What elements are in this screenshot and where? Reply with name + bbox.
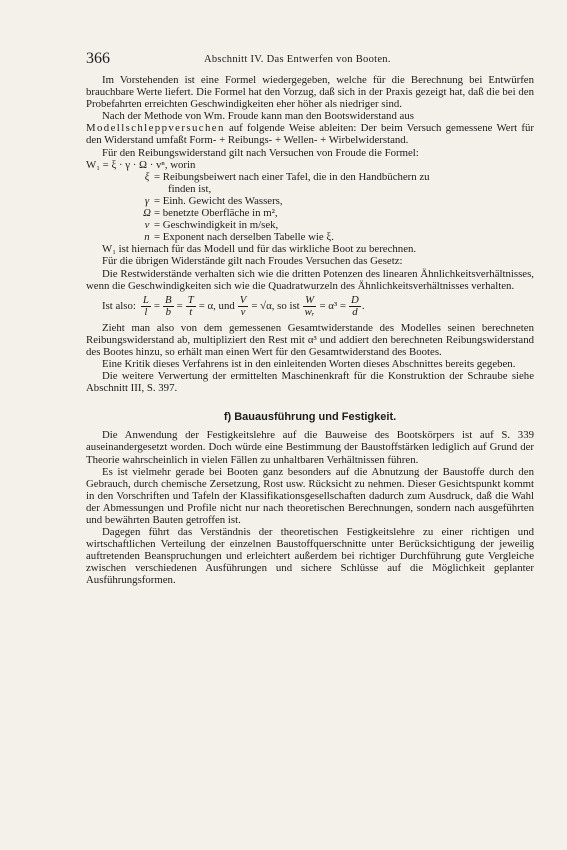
page-number: 366 [86,50,110,67]
paragraph-9: Die weitere Verwertung der ermittelten Maschinenkraft für die Konstruktion der Schraube siehe Abschnitt III, S. 397. [86,370,534,395]
friction-formula: W₁ = ξ · γ · Ω · vⁿ, worin [86,158,196,171]
definition-text-line: = Reibungsbeiwert nach einer Tafel, die in den Handbüchern zu [154,170,430,183]
definition-text: = Exponent nach derselben Tabelle wie ξ. [154,231,334,244]
fraction-denominator: t [189,305,193,318]
definition-text-cont: finden ist, [168,182,212,195]
definition-item [140,219,534,231]
section-paragraph-2: Es ist vielmehr gerade bei Booten ganz besonders auf die Abnutzung der Baustoffe durch den Gebrauch, durch chemische Zersetzung, Rost usw. Rücksicht zu nehmen. Dieser Gesichtspunkt kommt in den Vorschriften und Tafeln der Klassifikationsgesellschaften dadurch zum Ausdruck, daß die Wahl der Abmessungen und Profile nicht nur nach theoretischen Berechnungen, sondern nach ausgeführten und bewährten Bauten getroffen ist. [86,465,534,526]
fraction-numerator: W [305,293,315,306]
paragraph-4: W₁ ist hiernach für das Modell und für das wirkliche Boot zu berechnen. [102,243,417,256]
fraction-numerator: V [239,293,247,306]
section-paragraph-1: Die Anwendung der Festigkeitslehre auf die Bauweise des Bootskörpers ist auf S. 339 auseinandergesetzt worden. Doch würde eine Bestimmung der Baustoffstärken lediglich auf Grund der Theorie wahrscheinlich in vielen Fällen zu unhaltbaren Verhältnissen führen. [86,429,534,466]
equation-sqrt: = √α, so ist [251,300,300,313]
fraction-length [141,295,151,318]
paragraph-2-start: Nach der Methode von Wm. Froude kann man den Bootswiderstand aus [102,110,414,123]
definition-symbol: γ [144,194,150,207]
definition-symbol: v [144,219,150,232]
equation-tail: . [361,300,365,313]
similarity-equation: Ist also: $\frac{L}{l}$ = $\frac{B}{b}$ = $\frac{T}{t}$ = α, und $\frac{V}{v}$ = √α, so ist $\frac{W}{\text{wᵣ}}$ = α³ = $\frac{D}{d}$ . [102,293,365,318]
fraction-numerator: B [165,293,172,306]
equation-lead: Ist also: [102,300,136,313]
paragraph-7: Zieht man also von dem gemessenen Gesamtwiderstande des Modelles seinen berechneten Reibungswiderstand ab, multipliziert den Rest mit α³ und addiert den berechneten Reibungswiderstand des Bootes hinzu, so erhält man einen Wert für den Gesamtwiderstand des Bootes. [86,321,534,358]
fraction-denominator: b [165,305,171,318]
fraction-speed [238,295,249,318]
spaced-term: Modellschleppversuchen [86,122,225,135]
equation-cube: = α³ = [319,300,346,313]
fraction-numerator: D [351,293,359,306]
definition-text [154,171,534,195]
definition-list [140,171,534,244]
paragraph-2 [86,110,534,146]
definition-text: = Einh. Gewicht des Wassers, [154,194,283,207]
fraction-denominator: wᵣ [304,305,315,318]
fraction-denominator: v [240,305,246,318]
definition-text: = benetzte Oberfläche in m², [154,207,278,220]
fraction-denominator: d [352,305,358,318]
fraction-beam [163,295,174,318]
fraction-denominator: l [144,305,148,318]
fraction-numerator: T [187,293,194,306]
section-heading: f) Bauausführung und Festigkeit. [223,411,397,424]
definition-symbol: Ω [143,207,151,220]
paragraph-8: Eine Kritik dieses Verfahrens ist in den einleitenden Worten dieses Abschnittes bereits gegeben. [102,357,516,370]
equation-alpha: = α, und [198,300,235,313]
paragraph-1: Im Vorstehenden ist eine Formel wiedergegeben, welche für die Berechnung bei Entwürfen brauchbare Werte liefert. Die Formel hat den Vorzug, daß sich in der Praxis gezeigt hat, daß die bei den Probefahrten erreichten Geschwindigkeiten eher höher als niedriger sind. [86,74,534,111]
definition-item [140,195,534,207]
fraction-displacement [349,295,361,318]
running-title: Abschnitt IV. Das Entwerfen von Booten. [204,54,391,65]
definition-item [140,171,534,195]
paragraph-2-end: auf folgende Weise ableiten: Der beim Versuch gemessene Wert für den Widerstand umfaßt Form- + Reibungs- + Wellen- + Wirbelwiderstand. [86,122,534,147]
fraction-numerator: L [142,293,149,306]
definition-symbol: ξ [144,170,150,183]
fraction-resistance [303,295,317,318]
definition-symbol: n [144,231,150,244]
paragraph-5: Für die übrigen Widerstände gilt nach Froudes Versuchen das Gesetz: [102,255,403,268]
definition-item [140,207,534,219]
paragraph-3: Für den Reibungswiderstand gilt nach Versuchen von Froude die Formel: [102,146,419,159]
definition-text: = Geschwindigkeit in m/sek, [154,219,279,232]
page-body [86,74,534,587]
definition-item [140,231,534,243]
section-paragraph-3: Dagegen führt das Verständnis der theoretischen Festigkeitslehre zu einer richtigen und wirtschaftlichen Verteilung der einzelnen Baustoffquerschnitte unter Berücksichtigung der jeweilig auftretenden Beanspruchungen und erleichtert außerdem bei richtiger Durchführung gute Vergleiche zwischen verschiedenen Ausführungen und sichere Schlüsse auf die Möglichkeit geplanter Ausführungsformen. [86,526,534,587]
paragraph-6: Die Restwiderstände verhalten sich wie die dritten Potenzen des linearen Ähnlichkeitsverhältnisses, wenn die Geschwindigkeiten sich wie die Quadratwurzeln des Ähnlichkeitsverhältnisses verhalten. [86,267,534,292]
fraction-draft [186,295,196,318]
